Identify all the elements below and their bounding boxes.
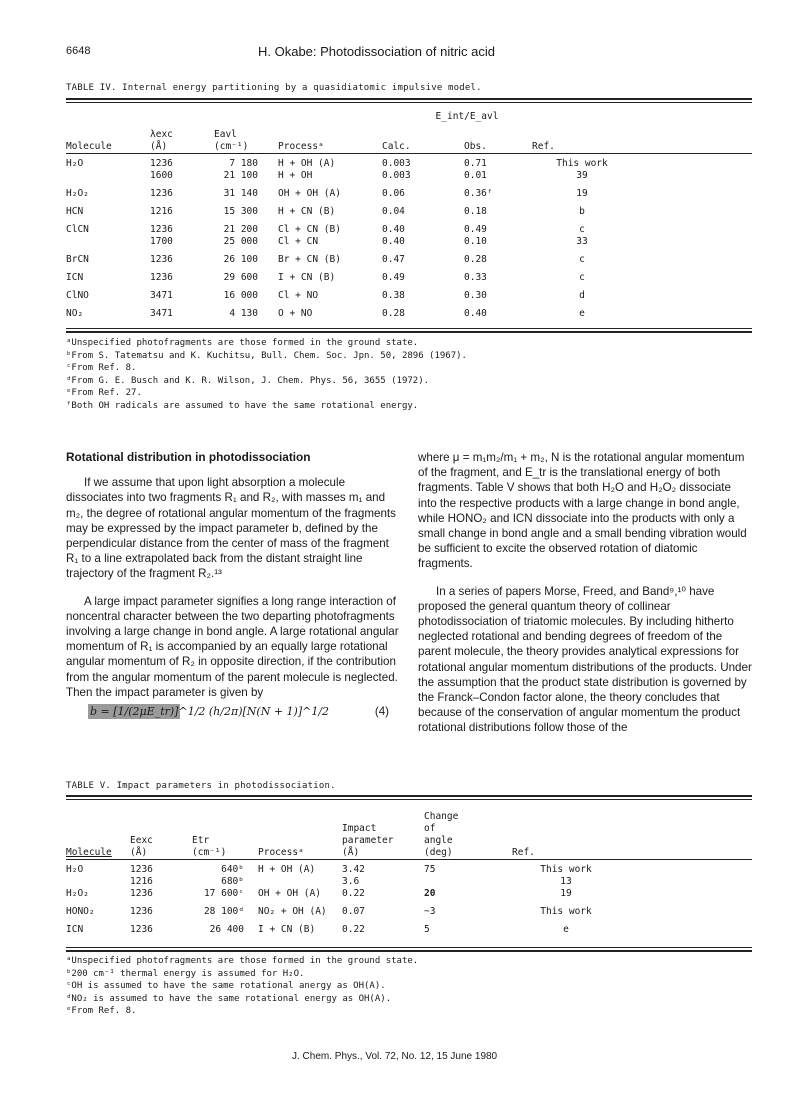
journal-citation: J. Chem. Phys., Vol. 72, No. 12, 15 June 1980 [292, 1051, 498, 1062]
table5-col-etr: Etr (cm⁻¹) [192, 834, 227, 858]
table-row: ClNO 3471 16 000 Cl + NO 0.38 0.30 d [66, 289, 585, 301]
table4-col-calc: Calc. [382, 140, 411, 152]
table4 [66, 111, 752, 320]
footnote: ᶜOH is assumed to have the same rotational anergy as OH(A). [66, 981, 386, 991]
table-row: H₂O₂ 1236 17 600ᶜ OH + OH (A) 0.22 20 19 [66, 887, 572, 899]
table-row: NO₂ 3471 4 130 O + NO 0.28 0.40 e [66, 307, 585, 319]
footnote: ᵈNO₂ is assumed to have the same rotational energy as OH(A). [66, 993, 392, 1004]
table5-bottom-rule-2 [66, 950, 752, 952]
footnote: ᵉFrom Ref. 27. [66, 388, 142, 398]
table4-footnotes [66, 337, 467, 412]
table5-col-eexc: Eexc (Å) [130, 834, 153, 858]
right-column [418, 450, 752, 748]
left-column [66, 450, 399, 722]
table-row: ICN 1236 26 400 I + CN (B) 0.22 5 e [66, 923, 569, 935]
section-heading: Rotational distribution in photodissociation [66, 450, 311, 464]
paragraph: A large impact parameter signifies a long range interaction of noncentral character between the two departing photofragments involving a large change in bond angle. A large rotational angular momentum of R₁ is accompanied by an equally large rotational angular momentum of R₂ in opposite direction, if the contribution from the angular momentum of the parent molecule is neglected. Then the impact parameter is given by [66, 594, 399, 699]
table4-bottom-rule [66, 328, 752, 329]
table5-caption: TABLE V. Impact parameters in photodissociation. [66, 781, 336, 791]
table-row: H₂O 1236 640ᵇ H + OH (A) 3.42 75 This work [66, 863, 592, 875]
paragraph: where μ = m₁m₂/m₁ + m₂, N is the rotational angular momentum of the fragment, and E_tr is the translational energy of both fragments. Table V shows that both H₂O and H₂O₂ dissociate into the respective products with a large change in bond angle, while HONO₂ and ICN dissociate into the products with only a small change in bond angle and a small bending vibration would be sufficient to excite the observed rotation of diatomic fragments. [418, 451, 747, 571]
table4-col-ref: Ref. [532, 140, 555, 152]
table-row: HCN 1216 15 300 H + CN (B) 0.04 0.18 b [66, 205, 585, 217]
table5-col-impact: Impact parameter (Å) [342, 822, 394, 858]
table4-col-eavl: Eavl (cm⁻¹) [214, 128, 249, 152]
table4-bottom-rule-2 [66, 331, 752, 333]
table5-footnotes [66, 955, 418, 1018]
table5-col-process: Processᵃ [258, 846, 304, 858]
table-row: BrCN 1236 26 100 Br + CN (B) 0.47 0.28 c [66, 253, 585, 265]
table-row: 1600 21 100 H + OH 0.003 0.01 39 [150, 169, 588, 181]
table-row: H₂O₂ 1236 31 140 OH + OH (A) 0.06 0.36ᶠ 19 [66, 187, 588, 199]
footnote: ᵃUnspecified photofragments are those formed in the ground state. [66, 338, 419, 348]
footnote: ᶠBoth OH radicals are assumed to have the same rotational energy. [66, 400, 419, 411]
page-number: 6648 [66, 45, 91, 57]
table5-col-molecule: Molecule [66, 846, 112, 858]
table5-bottom-rule [66, 947, 752, 948]
footnote: ᵃUnspecified photofragments are those formed in the ground state. [66, 956, 419, 966]
table4-top-rule [66, 98, 752, 100]
table5-col-change: Change of angle (deg) [424, 810, 459, 858]
footnote: ᵉFrom Ref. 8. [66, 1006, 137, 1016]
table5 [66, 805, 752, 936]
table5-col-ref: Ref. [512, 846, 535, 858]
table-row: HONO₂ 1236 28 100ᵈ NO₂ + OH (A) 0.07 ~3 This work [66, 905, 592, 917]
footnote: ᵈFrom G. E. Busch and K. R. Wilson, J. Chem. Phys. 56, 3655 (1972). [66, 375, 430, 386]
table-row: 1216 680ᵇ 3.6 13 [130, 875, 572, 887]
table4-col-process: Processᵃ [278, 140, 324, 152]
equation-number: (4) [374, 705, 389, 719]
footnote: ᵇ200 cm⁻¹ thermal energy is assumed for H₂O. [66, 968, 305, 979]
footnote: ᶜFrom Ref. 8. [66, 363, 137, 373]
table4-group-header: E_int/E_avl [435, 111, 499, 122]
table5-top-rule-2 [66, 799, 752, 800]
table-row: 1700 25 000 Cl + CN 0.40 0.10 33 [150, 235, 588, 247]
table-row: ICN 1236 29 600 I + CN (B) 0.49 0.33 c [66, 271, 585, 283]
table4-caption: TABLE IV. Internal energy partitioning by a quasidiatomic impulsive model. [66, 83, 482, 93]
paragraph: In a series of papers Morse, Freed, and Band⁹,¹⁰ have proposed the general quantum theory of collinear photodissociation of triatomic molecules. By including hitherto neglected rotational and bending degrees of freedom of the parent molecule, the theory provides analytical expressions for rotational angular momentum distributions of the products. Under the assumption that the product state distribution is governed by the Franck–Condon factor alone, the theory concludes that because of the conservation of angular momentum the product rotational distributions follow those of the [418, 584, 752, 735]
table5-top-rule [66, 795, 752, 797]
table-row: ClCN 1236 21 200 Cl + CN (B) 0.40 0.49 c [66, 223, 585, 235]
footnote: ᵇFrom S. Tatematsu and K. Kuchitsu, Bull. Chem. Soc. Jpn. 50, 2896 (1967). [66, 350, 467, 361]
table4-col-molecule: Molecule [66, 140, 112, 152]
table4-col-lambda: λexc (Å) [150, 128, 173, 152]
table4-col-obs: Obs. [464, 140, 487, 152]
equation-4 [66, 704, 399, 722]
table-row: H₂O 1236 7 180 H + OH (A) 0.003 0.71 This work [66, 157, 608, 169]
table4-top-rule-2 [66, 102, 752, 103]
running-title: H. Okabe: Photodissociation of nitric acid [258, 44, 496, 59]
equation-text: b = [1/(2μE_tr)]^1/2 (h/2π)[N(N + 1)]^1/2 [90, 705, 330, 719]
paragraph: If we assume that upon light absorption a molecule dissociates into two fragments R₁ and R₂, with masses m₁ and m₂, the degree of rotational angular momentum of the fragments may be expressed by the impact parameter b, defined by the perpendicular distance from the center of mass of the fragment R₁ to a line extrapolated back from the distant straight line trajectory of the fragment R₂.¹³ [66, 476, 396, 581]
